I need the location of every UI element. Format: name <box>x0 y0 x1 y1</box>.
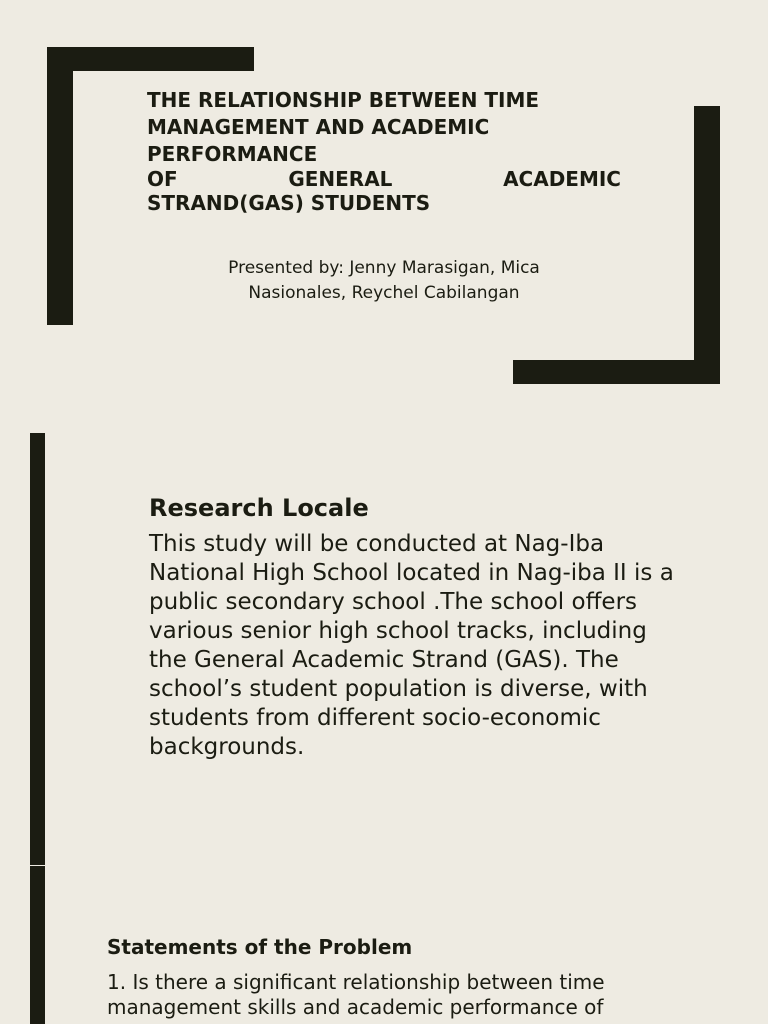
body-line: National High School located in Nag-iba II is a <box>149 560 674 586</box>
body-line: backgrounds. <box>149 734 305 760</box>
title-line: MANAGEMENT AND ACADEMIC <box>147 115 490 139</box>
presenters-line: Nasionales, Reychel Cabilangan <box>248 283 520 303</box>
title-line: PERFORMANCE <box>147 142 318 166</box>
research-locale-body <box>149 530 749 762</box>
statements-of-problem-body <box>107 970 707 1020</box>
title-line: STRAND(GAS) STUDENTS <box>147 191 431 215</box>
slide2-left-accent-bar <box>30 433 45 865</box>
body-line: public secondary school .The school offers <box>149 589 638 615</box>
body-line: school’s student population is diverse, with <box>149 676 648 702</box>
body-line: 1. Is there a significant relationship between time <box>107 970 605 994</box>
title-justified-line <box>147 168 621 190</box>
body-line: the General Academic Strand (GAS). The <box>149 647 619 673</box>
body-line: students from different socio-economic <box>149 705 601 731</box>
body-line: various senior high school tracks, including <box>149 618 647 644</box>
slide-title <box>147 87 621 216</box>
title-word: OF <box>147 167 178 191</box>
research-locale-heading: Research Locale <box>149 494 369 522</box>
body-line: management skills and academic performance of <box>107 995 604 1019</box>
statements-of-problem-heading: Statements of the Problem <box>107 935 413 959</box>
frame-top-left-horizontal <box>47 47 254 71</box>
frame-bottom-right-vertical <box>694 106 720 384</box>
presenters-line: Presented by: Jenny Marasigan, Mica <box>228 258 540 278</box>
frame-bottom-right-horizontal <box>513 360 720 384</box>
frame-top-left-vertical <box>47 47 73 325</box>
presenters <box>190 256 578 306</box>
title-word: ACADEMIC <box>503 167 621 191</box>
title-line: THE RELATIONSHIP BETWEEN TIME <box>147 88 540 112</box>
slide3-left-accent-bar <box>30 866 45 1024</box>
body-line: This study will be conducted at Nag-Iba <box>149 531 605 557</box>
title-word: GENERAL <box>288 167 393 191</box>
